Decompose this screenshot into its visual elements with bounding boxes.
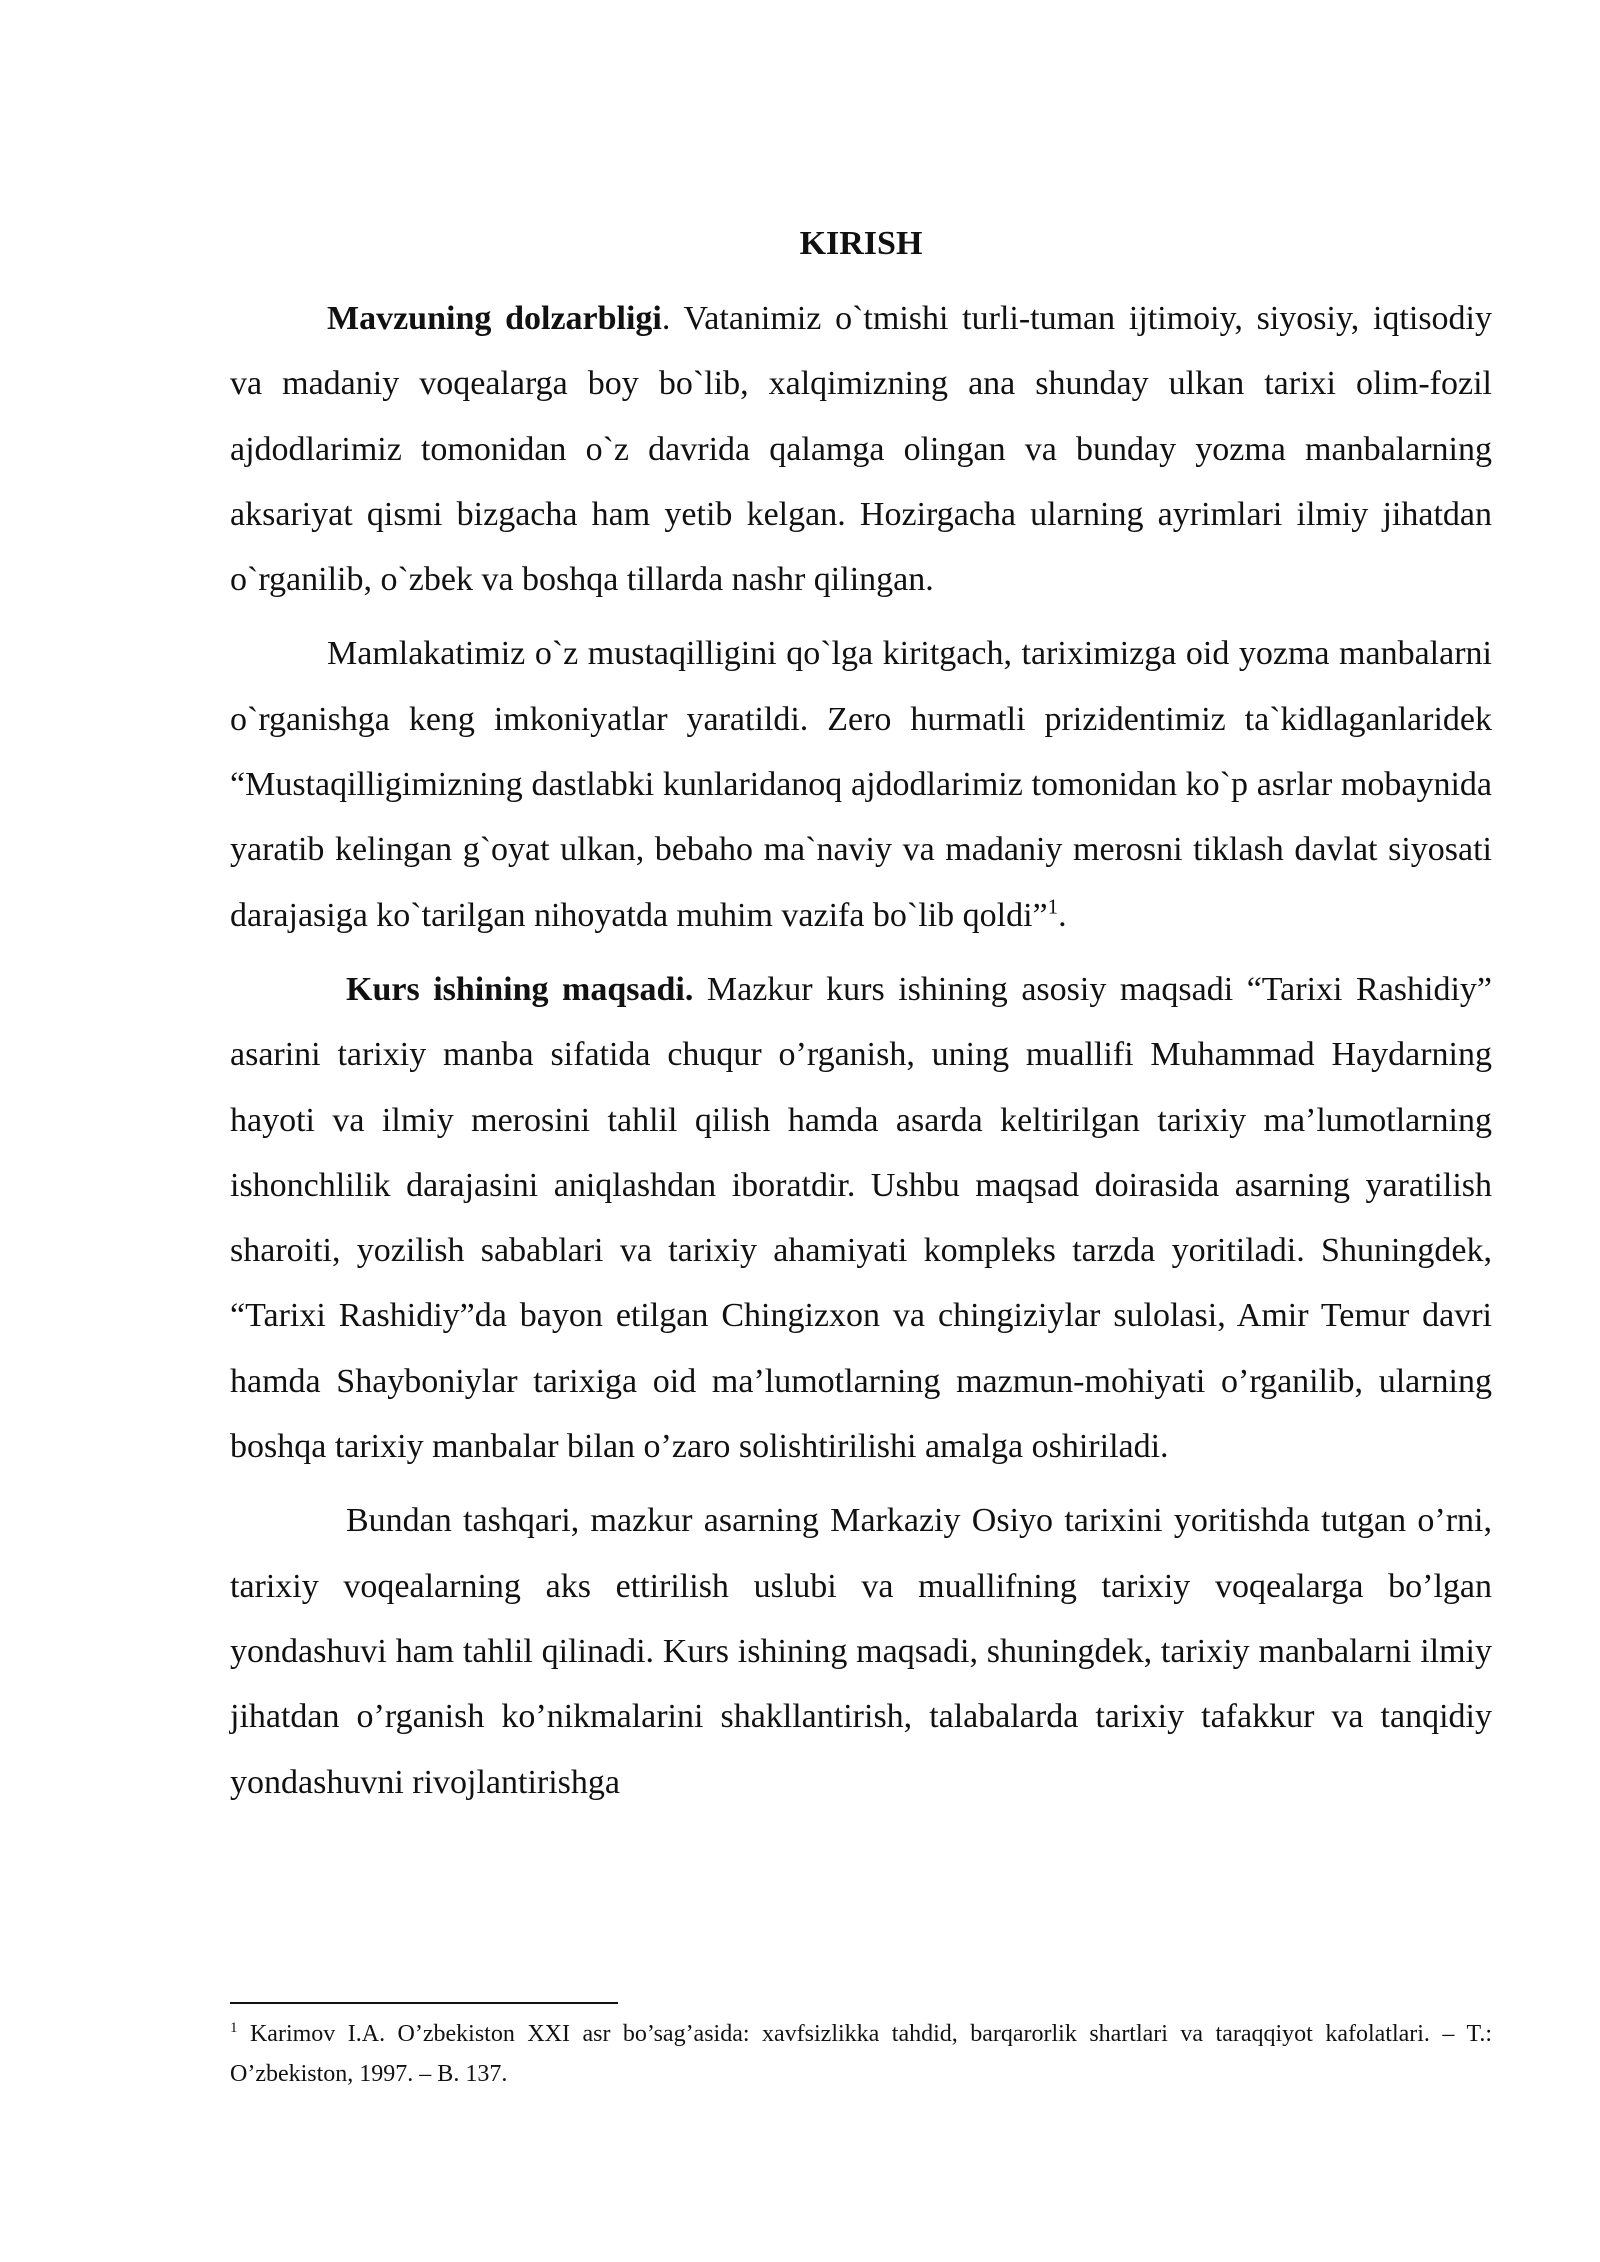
paragraph-text: . Vatanimiz o`tmishi turli-tuman ijtimoiy, siyosiy, iqtisodiy va madaniy voqealarga boy bo`lib, xalqimizning ana shunday ulkan tarixi olim-fozil ajdodlarimiz tomonidan o`z davrida qalamga olingan va bunday yozma manbalarning aksariyat qismi bizgacha ham yetib kelgan. Hozirgacha ularning ayrimlari ilmiy jihatdan o`rganilib, o`zbek va boshqa tillarda nashr qilingan.: [230, 300, 1493, 599]
footnote: [230, 2014, 1492, 2094]
body-text: [230, 286, 1492, 1824]
paragraph-text: Mamlakatimiz o`z mustaqilligini qo`lga kiritgach, tariximizga oid yozma manbalarni o`rganishga keng imkoniyatlar yaratildi. Zero hurmatli prizidentimiz ta`kidlaganlaridek “Mustaqilligimizning dastlabki kunlaridanoq ajdodlarimiz tomonidan ko`p asrlar mobaynida yaratib kelingan g`oyat ulkan, bebaho ma`naviy va madaniy merosni tiklash davlat siyosati darajasiga ko`tarilgan nihoyatda muhim vazifa bo`lib qoldi”: [230, 635, 1492, 934]
paragraph-text: Bundan tashqari, mazkur asarning Markaziy Osiyo tarixini yoritishda tutgan o’rni, tarixiy voqealarning aks ettirilish uslubi va muallifning tarixiy voqealarga bo’lgan yondashuvi ham tahlil qilinadi. Kurs ishining maqsadi, shuningdek, tarixiy manbalarni ilmiy jihatdan o’rganish ko’nikmalarini shakllantirish, talabalarda tarixiy tafakkur va tanqidiy yondashuvni rivojlantirishga: [230, 1502, 1492, 1801]
paragraph-independence: [230, 621, 1492, 947]
paragraph-text: Mazkur kurs ishining asosiy maqsadi “Tarixi Rashidiy” asarini tarixiy manba sifatida chuqur o’rganish, uning muallifi Muhammad Haydarning hayoti va ilmiy merosini tahlil qilish hamda asarda keltirilgan tarixiy ma’lumotlarning ishonchlilik darajasini aniqlashdan iboratdir. Ushbu maqsad doirasida asarning yaratilish sharoiti, yozilish sabablari va tarixiy ahamiyati kompleks tarzda yoritiladi. Shuningdek, “Tarixi Rashidiy”da bayon etilgan Chingizxon va chingiziylar sulolasi, Amir Temur davri hamda Shayboniylar tarixiga oid ma’lumotlarning mazmun-mohiyati o’rganilib, ularning boshqa tarixiy manbalar bilan o’zaro solishtirilishi amalga oshiriladi.: [230, 970, 1492, 1466]
footnote-text: Karimov I.A. O’zbekiston XXI asr bo’sag’asida: xavfsizlikka tahdid, barqarorlik shartlari va taraqqiyot kafolatlari. – T.: O’zbekiston, 1997. – B. 137.: [230, 2021, 1492, 2087]
footnote-reference[interactable]: 1: [1047, 894, 1059, 919]
paragraph-lead: Mavzuning dolzarbligi: [327, 300, 662, 337]
paragraph-additional: [230, 1488, 1492, 1814]
paragraph-relevance: [230, 286, 1492, 612]
paragraph-goal: [230, 957, 1492, 1479]
footnote-divider: [230, 2002, 618, 2004]
paragraph-tail: .: [1058, 896, 1067, 934]
paragraph-lead: Kurs ishining maqsadi.: [346, 970, 694, 1008]
footnote-number: 1: [230, 2020, 238, 2036]
page-title: KIRISH: [799, 225, 923, 262]
